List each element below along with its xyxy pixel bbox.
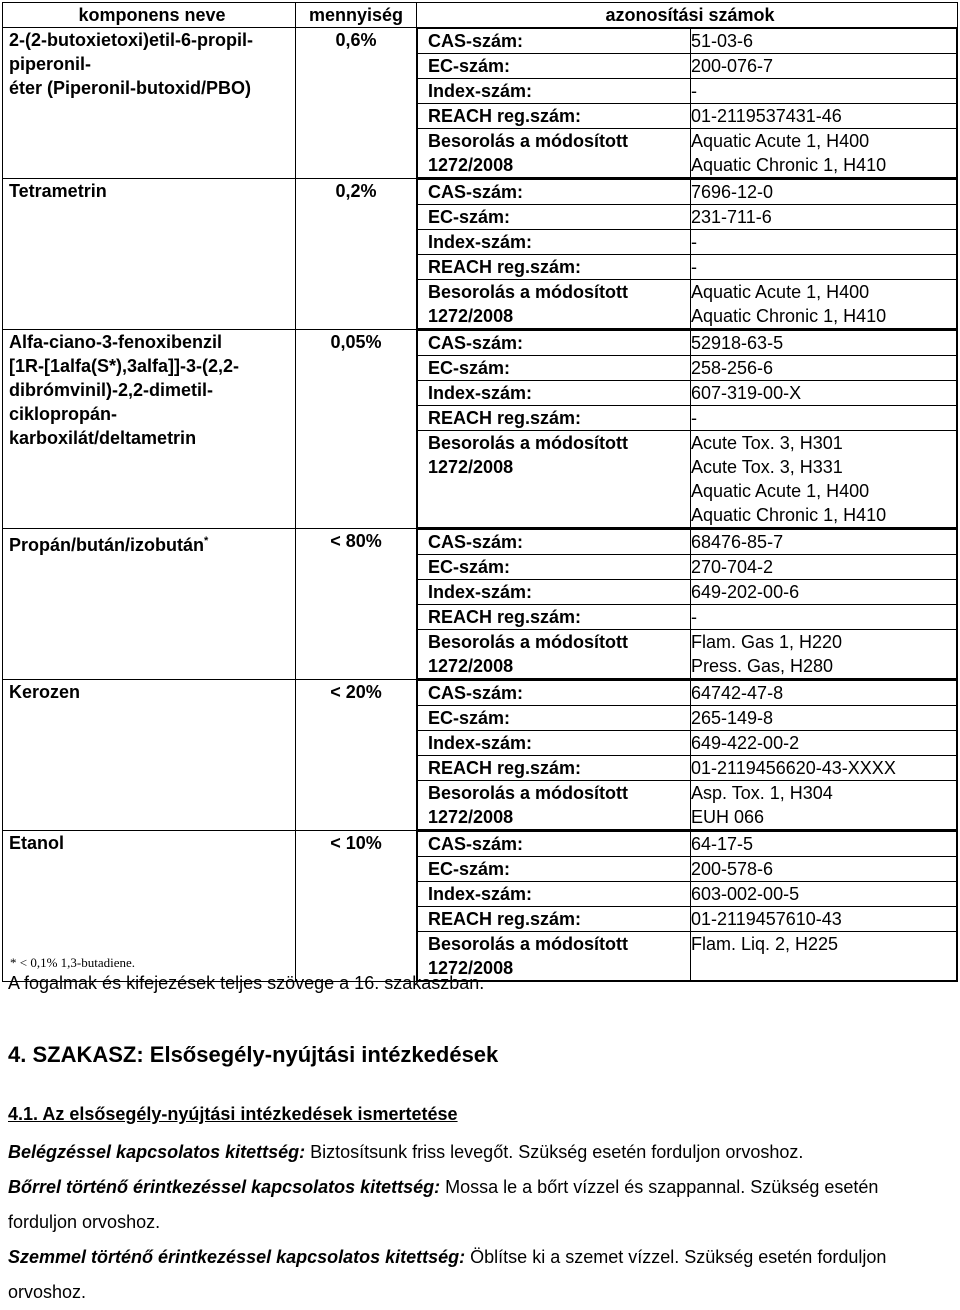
component-name bbox=[3, 330, 296, 529]
identifier-list bbox=[417, 831, 957, 981]
identifier-row bbox=[418, 255, 957, 280]
component-quantity: 0,2% bbox=[296, 179, 417, 330]
component-identifiers bbox=[417, 330, 958, 529]
subsection-title: 4.1. Az elsősegély-nyújtási intézkedések ismertetése bbox=[8, 1104, 458, 1124]
paragraph-inhalation bbox=[8, 1135, 948, 1170]
component-quantity: 0,05% bbox=[296, 330, 417, 529]
paragraph-eyes bbox=[8, 1240, 948, 1310]
identifier-row bbox=[418, 832, 957, 857]
component-quantity: < 10% bbox=[296, 831, 417, 982]
identifier-value: Aquatic Acute 1, H400 Aquatic Chronic 1, H410 bbox=[691, 129, 957, 178]
identifier-label: Besorolás a módosított 1272/2008 bbox=[418, 129, 691, 178]
identifier-row bbox=[418, 406, 957, 431]
footnote-section16: A fogalmak és kifejezések teljes szövege a 16. szakaszban. bbox=[8, 973, 485, 993]
identifier-label: Index-szám: bbox=[418, 731, 691, 756]
identifier-value: 01-2119537431-46 bbox=[691, 104, 957, 129]
identifier-row bbox=[418, 857, 957, 882]
component-row bbox=[3, 179, 958, 330]
identifier-value: 270-704-2 bbox=[691, 555, 957, 580]
component-quantity: < 80% bbox=[296, 529, 417, 680]
paragraph-text: Öblítse ki a szemet vízzel. Szükség esetén forduljon orvoshoz. bbox=[8, 1247, 887, 1302]
paragraph-text: Mossa le a bőrt vízzel és szappannal. Szükség esetén forduljon orvoshoz. bbox=[8, 1177, 879, 1232]
identifier-label: EC-szám: bbox=[418, 555, 691, 580]
identifier-label: REACH reg.szám: bbox=[418, 756, 691, 781]
component-row bbox=[3, 330, 958, 529]
identifier-label: REACH reg.szám: bbox=[418, 907, 691, 932]
paragraph-label: Bőrrel történő érintkezéssel kapcsolatos kitettség: bbox=[8, 1177, 441, 1197]
header-component-name: komponens neve bbox=[3, 3, 296, 28]
identifier-row bbox=[418, 356, 957, 381]
identifier-label: REACH reg.szám: bbox=[418, 104, 691, 129]
identifier-value: 231-711-6 bbox=[691, 205, 957, 230]
component-name-text: Etanol bbox=[9, 833, 65, 853]
identifier-value: 200-076-7 bbox=[691, 54, 957, 79]
identifier-label: Index-szám: bbox=[418, 230, 691, 255]
identifier-list bbox=[417, 330, 957, 528]
identifier-row bbox=[418, 530, 957, 555]
identifier-row bbox=[418, 205, 957, 230]
identifier-value: 64-17-5 bbox=[691, 832, 957, 857]
identifier-row bbox=[418, 280, 957, 329]
identifier-label: Besorolás a módosított 1272/2008 bbox=[418, 280, 691, 329]
identifier-list bbox=[417, 680, 957, 830]
identifier-value: 7696-12-0 bbox=[691, 180, 957, 205]
component-name-text: Kerozen bbox=[9, 682, 81, 702]
identifier-value: 52918-63-5 bbox=[691, 331, 957, 356]
footnote-marker: * bbox=[204, 535, 209, 547]
section-title: 4. SZAKASZ: Elsősegély-nyújtási intézkedések bbox=[8, 1042, 499, 1067]
identifier-label: EC-szám: bbox=[418, 706, 691, 731]
identifier-value: 603-002-00-5 bbox=[691, 882, 957, 907]
identifier-value: Aquatic Acute 1, H400 Aquatic Chronic 1, H410 bbox=[691, 280, 957, 329]
identifier-row bbox=[418, 230, 957, 255]
header-identifiers: azonosítási számok bbox=[417, 3, 958, 28]
identifier-value: 649-202-00-6 bbox=[691, 580, 957, 605]
table-body bbox=[3, 28, 958, 982]
component-identifiers bbox=[417, 831, 958, 982]
identifier-row bbox=[418, 781, 957, 830]
identifier-value: Acute Tox. 3, H301 Acute Tox. 3, H331 Aquatic Acute 1, H400 Aquatic Chronic 1, H410 bbox=[691, 431, 957, 528]
identifier-row bbox=[418, 104, 957, 129]
identifier-value: 68476-85-7 bbox=[691, 530, 957, 555]
identifier-row bbox=[418, 630, 957, 679]
identifier-label: Index-szám: bbox=[418, 882, 691, 907]
identifier-value: - bbox=[691, 255, 957, 280]
identifier-row bbox=[418, 681, 957, 706]
component-identifiers bbox=[417, 529, 958, 680]
identifier-label: EC-szám: bbox=[418, 356, 691, 381]
identifier-value: 51-03-6 bbox=[691, 29, 957, 54]
identifier-row bbox=[418, 756, 957, 781]
identifier-list bbox=[417, 179, 957, 329]
identifier-row bbox=[418, 331, 957, 356]
identifier-label: Besorolás a módosított 1272/2008 bbox=[418, 630, 691, 679]
identifier-label: REACH reg.szám: bbox=[418, 255, 691, 280]
identifier-row bbox=[418, 180, 957, 205]
identifier-row bbox=[418, 29, 957, 54]
identifier-label: CAS-szám: bbox=[418, 29, 691, 54]
identifier-row bbox=[418, 932, 957, 981]
identifier-value: 01-2119457610-43 bbox=[691, 907, 957, 932]
identifier-row bbox=[418, 79, 957, 104]
identifier-row bbox=[418, 605, 957, 630]
identifier-value: 01-2119456620-43-XXXX bbox=[691, 756, 957, 781]
identifier-label: CAS-szám: bbox=[418, 530, 691, 555]
paragraph-label: Belégzéssel kapcsolatos kitettség: bbox=[8, 1142, 306, 1162]
component-identifiers bbox=[417, 28, 958, 179]
identifier-value: - bbox=[691, 230, 957, 255]
identifier-row bbox=[418, 706, 957, 731]
component-name-text: Tetrametrin bbox=[9, 181, 107, 201]
component-name bbox=[3, 179, 296, 330]
identifier-value: 265-149-8 bbox=[691, 706, 957, 731]
identifier-label: CAS-szám: bbox=[418, 180, 691, 205]
identifier-label: Index-szám: bbox=[418, 580, 691, 605]
identifier-value: 607-319-00-X bbox=[691, 381, 957, 406]
identifier-label: Besorolás a módosított 1272/2008 bbox=[418, 431, 691, 528]
identifier-value: Asp. Tox. 1, H304 EUH 066 bbox=[691, 781, 957, 830]
component-row bbox=[3, 28, 958, 179]
identifier-row bbox=[418, 580, 957, 605]
identifier-value: Flam. Gas 1, H220 Press. Gas, H280 bbox=[691, 630, 957, 679]
component-name bbox=[3, 680, 296, 831]
identifier-value: - bbox=[691, 406, 957, 431]
component-identifiers bbox=[417, 680, 958, 831]
identifier-row bbox=[418, 731, 957, 756]
identifier-value: 200-578-6 bbox=[691, 857, 957, 882]
component-name-text: Alfa-ciano-3-fenoxibenzil [1R-[1alfa(S*),3alfa]]-3-(2,2- dibrómvinil)-2,2-dimetil- ciklopropán- karboxilát/deltametrin bbox=[9, 332, 240, 448]
component-name bbox=[3, 529, 296, 680]
identifier-value: Flam. Liq. 2, H225 bbox=[691, 932, 957, 981]
identifier-value: 649-422-00-2 bbox=[691, 731, 957, 756]
header-quantity: mennyiség bbox=[296, 3, 417, 28]
table-header-row bbox=[3, 3, 958, 28]
identifier-value: - bbox=[691, 605, 957, 630]
identifier-label: CAS-szám: bbox=[418, 681, 691, 706]
component-name-text: 2-(2-butoxietoxi)etil-6-propil- piperonil- éter (Piperonil-butoxid/PBO) bbox=[9, 30, 253, 98]
components-table bbox=[2, 2, 958, 982]
identifier-value: 64742-47-8 bbox=[691, 681, 957, 706]
identifier-label: Index-szám: bbox=[418, 79, 691, 104]
identifier-label: Index-szám: bbox=[418, 381, 691, 406]
component-identifiers bbox=[417, 179, 958, 330]
identifier-label: EC-szám: bbox=[418, 54, 691, 79]
identifier-value: 258-256-6 bbox=[691, 356, 957, 381]
identifier-label: CAS-szám: bbox=[418, 331, 691, 356]
identifier-label: REACH reg.szám: bbox=[418, 406, 691, 431]
identifier-value: - bbox=[691, 79, 957, 104]
identifier-label: Besorolás a módosított 1272/2008 bbox=[418, 781, 691, 830]
paragraph-label: Szemmel történő érintkezéssel kapcsolatos kitettség: bbox=[8, 1247, 466, 1267]
identifier-label: CAS-szám: bbox=[418, 832, 691, 857]
component-quantity: < 20% bbox=[296, 680, 417, 831]
component-quantity: 0,6% bbox=[296, 28, 417, 179]
component-name bbox=[3, 28, 296, 179]
identifier-label: Besorolás a módosított 1272/2008 bbox=[418, 932, 691, 981]
component-row bbox=[3, 680, 958, 831]
component-name-text: Propán/bután/izobután bbox=[9, 535, 204, 555]
paragraph-text: Biztosítsunk friss levegőt. Szükség esetén forduljon orvoshoz. bbox=[305, 1142, 804, 1162]
footnote-butadiene: * < 0,1% 1,3-butadiene. bbox=[10, 955, 136, 970]
identifier-row bbox=[418, 381, 957, 406]
identifier-row bbox=[418, 555, 957, 580]
identifier-row bbox=[418, 431, 957, 528]
paragraph-skin bbox=[8, 1170, 948, 1240]
identifier-label: EC-szám: bbox=[418, 205, 691, 230]
identifier-label: REACH reg.szám: bbox=[418, 605, 691, 630]
identifier-row bbox=[418, 54, 957, 79]
identifier-list bbox=[417, 529, 957, 679]
identifier-list bbox=[417, 28, 957, 178]
identifier-label: EC-szám: bbox=[418, 857, 691, 882]
identifier-row bbox=[418, 882, 957, 907]
identifier-row bbox=[418, 907, 957, 932]
identifier-row bbox=[418, 129, 957, 178]
component-row bbox=[3, 529, 958, 680]
component-row bbox=[3, 831, 958, 982]
